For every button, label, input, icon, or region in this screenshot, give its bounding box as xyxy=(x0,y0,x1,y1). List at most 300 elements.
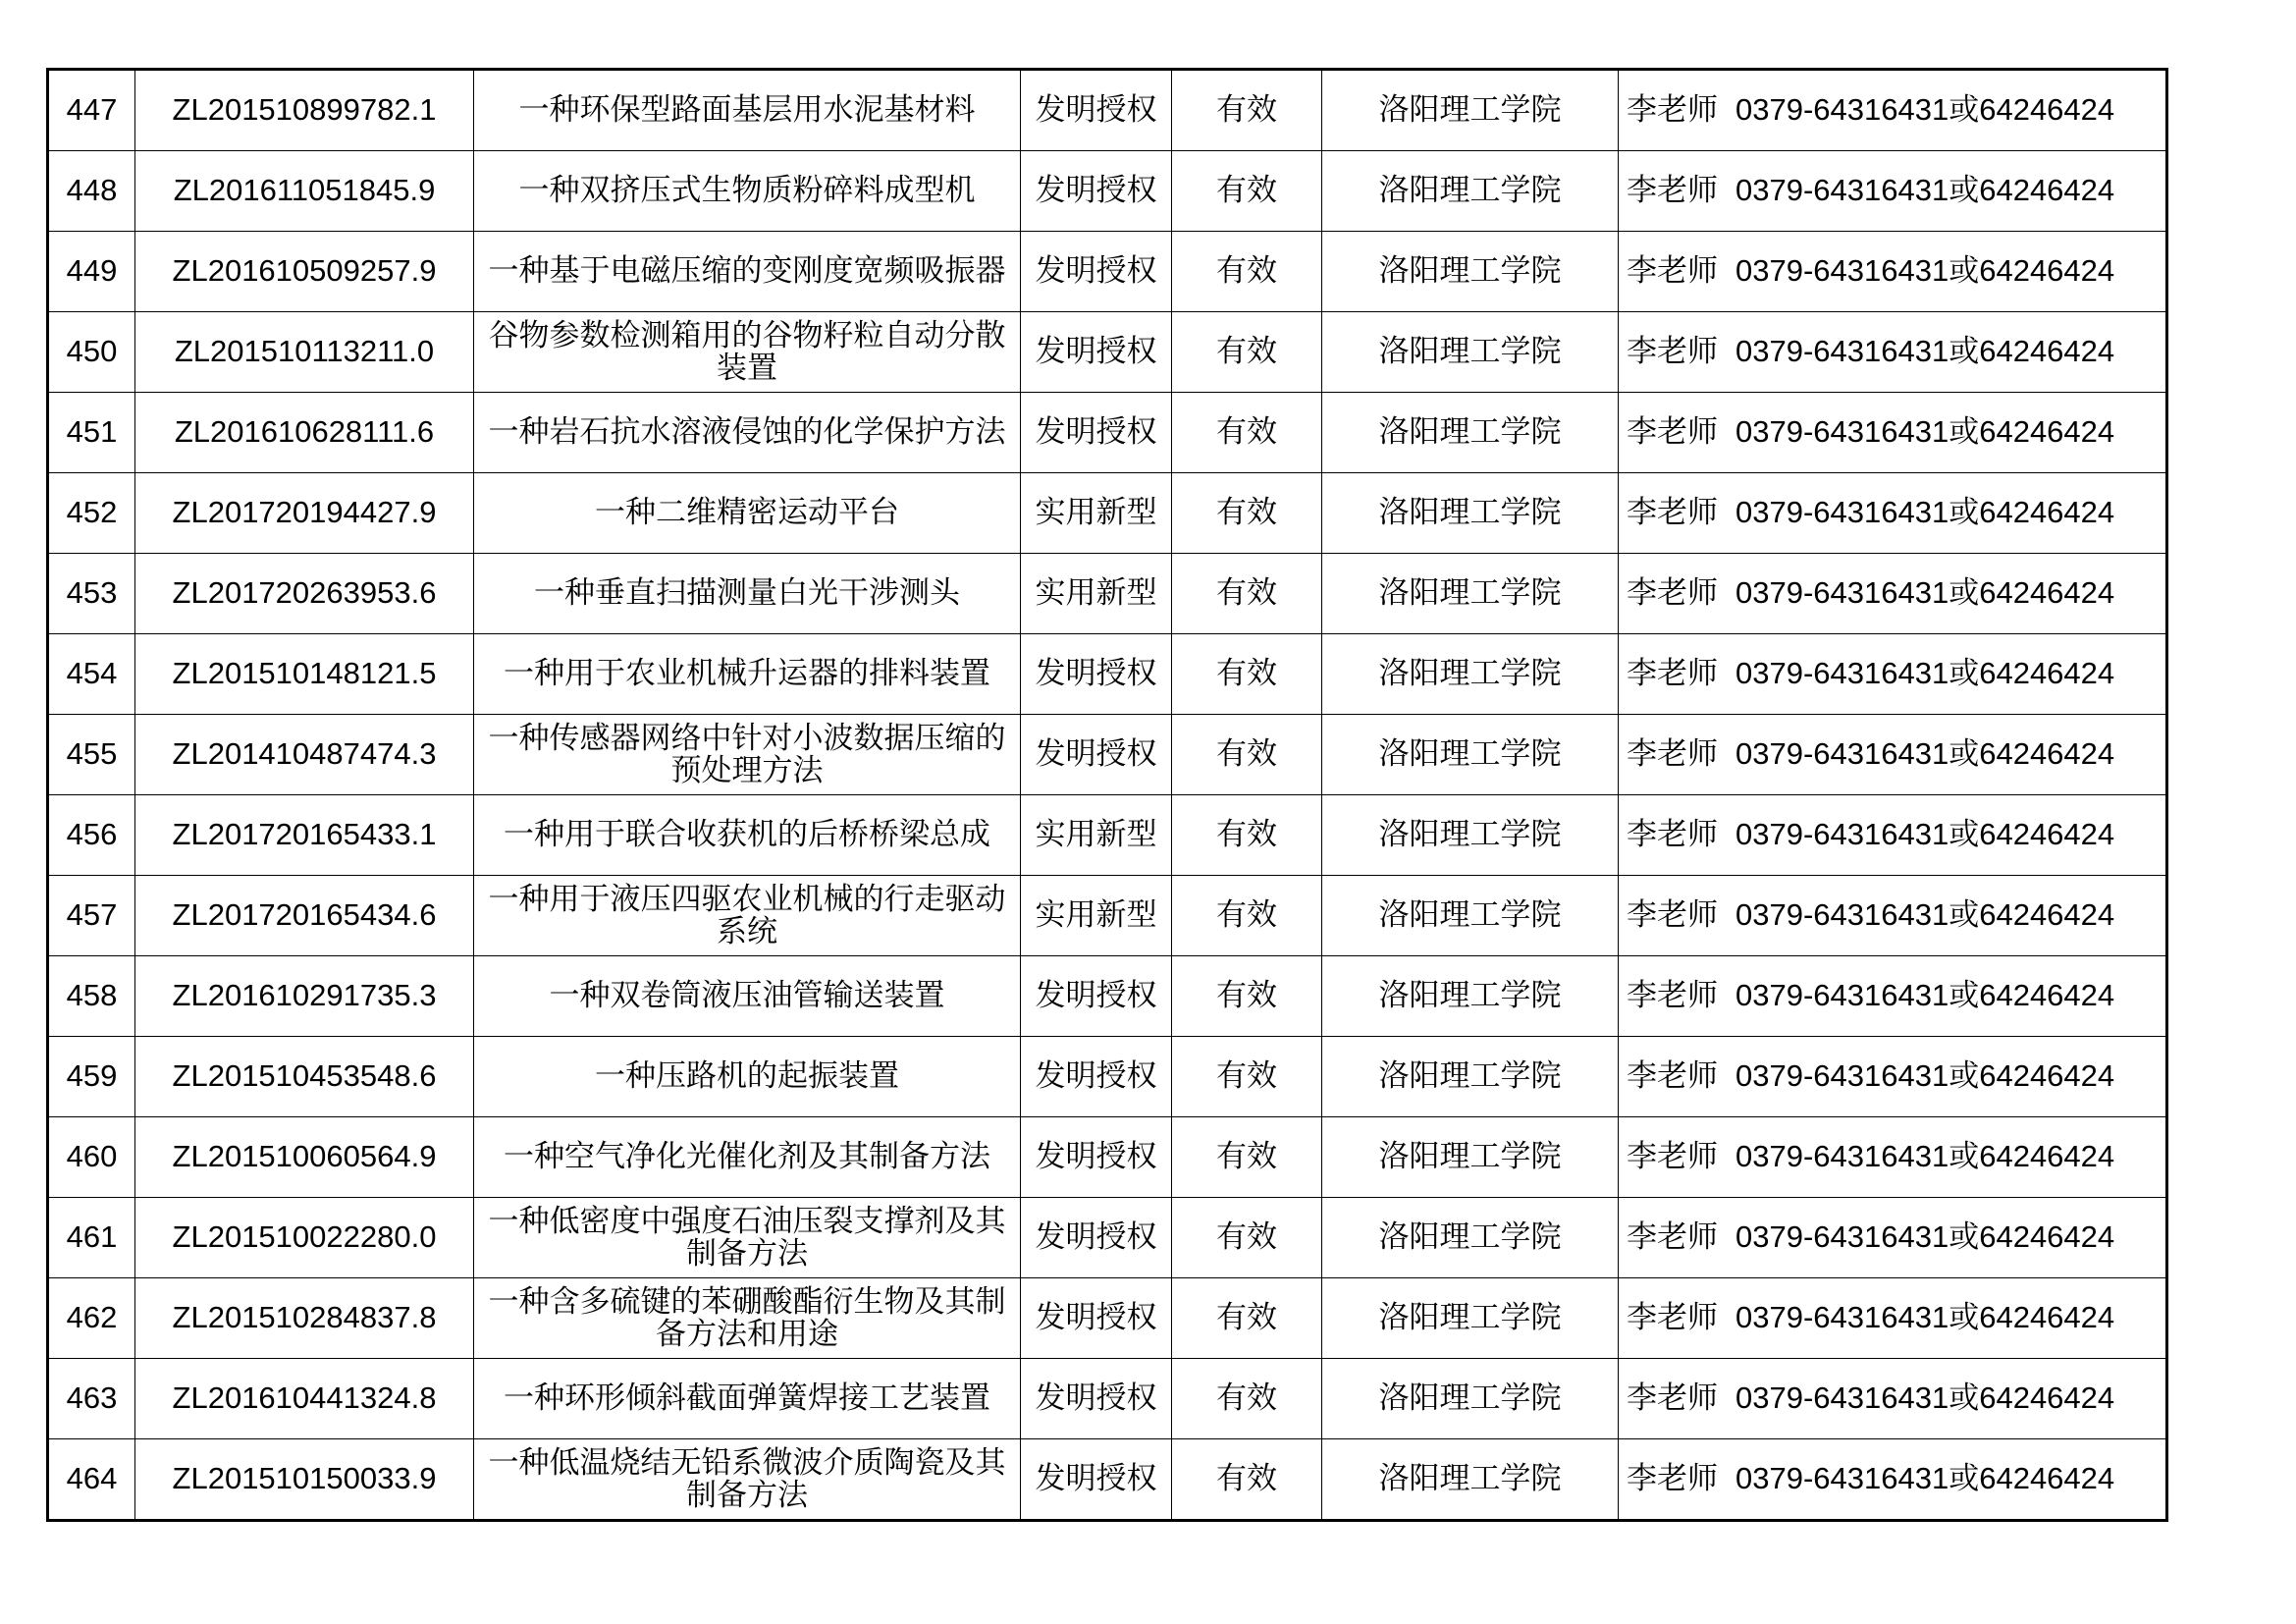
patent-owner: 洛阳理工学院 xyxy=(1378,1139,1562,1175)
patent-owner-cell xyxy=(1322,232,1619,312)
patent-name: 一种环保型路面基层用水泥基材料 xyxy=(518,92,976,129)
patent-type: 发明授权 xyxy=(1035,1300,1157,1336)
row-seq-cell xyxy=(48,1037,135,1117)
patent-name-cell xyxy=(474,715,1021,795)
table-row xyxy=(48,1439,2167,1521)
patent-type-cell xyxy=(1021,876,1172,956)
table-row xyxy=(48,70,2167,151)
patent-status-cell xyxy=(1172,1359,1322,1439)
table-row xyxy=(48,232,2167,312)
patent-number-cell xyxy=(135,473,474,554)
contact-phone-alt: 64246424 xyxy=(1979,1461,2115,1496)
patent-status-cell xyxy=(1172,1439,1322,1521)
contact-person: 李老师 xyxy=(1627,736,1718,773)
contact-phone-alt: 64246424 xyxy=(1979,736,2115,772)
row-seq: 455 xyxy=(66,736,118,772)
contact-phone: 0379-64316431 xyxy=(1735,92,1949,128)
contact-conjunction: 或 xyxy=(1949,1300,1980,1336)
patent-status-cell xyxy=(1172,70,1322,151)
patent-type: 发明授权 xyxy=(1035,656,1157,692)
row-seq: 464 xyxy=(66,1461,118,1496)
row-seq-cell xyxy=(48,393,135,473)
contact-person: 李老师 xyxy=(1627,1058,1718,1095)
row-seq: 457 xyxy=(66,897,118,933)
patent-status: 有效 xyxy=(1216,414,1277,451)
contact-conjunction: 或 xyxy=(1949,1058,1980,1095)
patent-status: 有效 xyxy=(1216,1139,1277,1175)
patent-name-cell xyxy=(474,232,1021,312)
contact-conjunction: 或 xyxy=(1949,1380,1980,1417)
contact-person: 李老师 xyxy=(1627,978,1718,1014)
patent-status-cell xyxy=(1172,1198,1322,1278)
patent-type: 实用新型 xyxy=(1035,495,1157,531)
patent-owner-cell xyxy=(1322,473,1619,554)
row-seq: 458 xyxy=(66,978,118,1013)
row-seq-cell xyxy=(48,795,135,876)
table-row xyxy=(48,876,2167,956)
patent-owner: 洛阳理工学院 xyxy=(1378,334,1562,370)
patent-name-cell xyxy=(474,473,1021,554)
patent-status-cell xyxy=(1172,1117,1322,1198)
patent-type: 发明授权 xyxy=(1035,736,1157,773)
contact-person: 李老师 xyxy=(1627,1380,1718,1417)
patent-owner: 洛阳理工学院 xyxy=(1378,575,1562,612)
patent-name: 一种传感器网络中针对小波数据压缩的预处理方法 xyxy=(488,720,1006,788)
patent-table xyxy=(46,68,2168,1522)
contact-conjunction: 或 xyxy=(1949,495,1980,531)
row-seq-cell xyxy=(48,473,135,554)
patent-owner: 洛阳理工学院 xyxy=(1378,978,1562,1014)
patent-status-cell xyxy=(1172,151,1322,232)
contact-cell xyxy=(1619,473,2167,554)
patent-owner: 洛阳理工学院 xyxy=(1378,817,1562,853)
table-row xyxy=(48,795,2167,876)
patent-status-cell xyxy=(1172,876,1322,956)
patent-name: 一种含多硫键的苯硼酸酯衍生物及其制备方法和用途 xyxy=(488,1283,1006,1352)
contact-phone: 0379-64316431 xyxy=(1735,1380,1949,1416)
patent-owner-cell xyxy=(1322,634,1619,715)
patent-owner-cell xyxy=(1322,393,1619,473)
patent-name: 一种垂直扫描测量白光干涉测头 xyxy=(534,575,960,612)
patent-owner-cell xyxy=(1322,70,1619,151)
contact-cell xyxy=(1619,1278,2167,1359)
row-seq-cell xyxy=(48,151,135,232)
patent-name-cell xyxy=(474,1278,1021,1359)
patent-status-cell xyxy=(1172,715,1322,795)
contact-conjunction: 或 xyxy=(1949,1219,1980,1256)
patent-name-cell xyxy=(474,1117,1021,1198)
table-row xyxy=(48,312,2167,393)
patent-type-cell xyxy=(1021,795,1172,876)
contact-person: 李老师 xyxy=(1627,575,1718,612)
patent-type: 发明授权 xyxy=(1035,1058,1157,1095)
contact-conjunction: 或 xyxy=(1949,656,1980,692)
contact-phone: 0379-64316431 xyxy=(1735,495,1949,530)
contact-phone: 0379-64316431 xyxy=(1735,334,1949,369)
patent-name: 一种双挤压式生物质粉碎料成型机 xyxy=(518,173,976,209)
contact-cell xyxy=(1619,1439,2167,1521)
patent-number: ZL201720165433.1 xyxy=(172,817,437,852)
patent-status: 有效 xyxy=(1216,1461,1277,1497)
contact-phone: 0379-64316431 xyxy=(1735,414,1949,450)
patent-number: ZL201510022280.0 xyxy=(172,1219,437,1255)
patent-name: 一种用于农业机械升运器的排料装置 xyxy=(504,656,990,692)
table-row xyxy=(48,473,2167,554)
contact-phone-alt: 64246424 xyxy=(1979,575,2115,611)
patent-status: 有效 xyxy=(1216,897,1277,934)
patent-number: ZL201510060564.9 xyxy=(172,1139,437,1174)
contact-phone-alt: 64246424 xyxy=(1979,92,2115,128)
patent-type-cell xyxy=(1021,1278,1172,1359)
table-row xyxy=(48,715,2167,795)
contact-phone-alt: 64246424 xyxy=(1979,897,2115,933)
patent-status-cell xyxy=(1172,232,1322,312)
patent-name: 一种用于联合收获机的后桥桥梁总成 xyxy=(504,817,990,853)
patent-type-cell xyxy=(1021,956,1172,1037)
patent-name-cell xyxy=(474,554,1021,634)
patent-owner-cell xyxy=(1322,1037,1619,1117)
contact-phone: 0379-64316431 xyxy=(1735,575,1949,611)
contact-person: 李老师 xyxy=(1627,334,1718,370)
patent-owner: 洛阳理工学院 xyxy=(1378,1461,1562,1497)
patent-type: 发明授权 xyxy=(1035,978,1157,1014)
patent-number-cell xyxy=(135,795,474,876)
patent-name-cell xyxy=(474,876,1021,956)
patent-owner: 洛阳理工学院 xyxy=(1378,736,1562,773)
contact-conjunction: 或 xyxy=(1949,817,1980,853)
table-row xyxy=(48,1198,2167,1278)
patent-type-cell xyxy=(1021,1037,1172,1117)
patent-type: 发明授权 xyxy=(1035,1139,1157,1175)
patent-name-cell xyxy=(474,151,1021,232)
row-seq-cell xyxy=(48,70,135,151)
patent-type-cell xyxy=(1021,554,1172,634)
patent-status: 有效 xyxy=(1216,575,1277,612)
row-seq-cell xyxy=(48,312,135,393)
row-seq: 451 xyxy=(66,414,118,450)
patent-status: 有效 xyxy=(1216,1300,1277,1336)
table-row xyxy=(48,1117,2167,1198)
patent-type-cell xyxy=(1021,70,1172,151)
patent-number: ZL201610291735.3 xyxy=(172,978,437,1013)
contact-phone-alt: 64246424 xyxy=(1979,414,2115,450)
patent-number-cell xyxy=(135,1439,474,1521)
patent-status: 有效 xyxy=(1216,253,1277,290)
contact-phone: 0379-64316431 xyxy=(1735,897,1949,933)
row-seq: 456 xyxy=(66,817,118,852)
patent-number-cell xyxy=(135,393,474,473)
contact-conjunction: 或 xyxy=(1949,414,1980,451)
contact-phone-alt: 64246424 xyxy=(1979,1139,2115,1174)
patent-name-cell xyxy=(474,70,1021,151)
patent-number: ZL201720165434.6 xyxy=(172,897,437,933)
patent-name-cell xyxy=(474,1359,1021,1439)
patent-type-cell xyxy=(1021,473,1172,554)
patent-name: 一种压路机的起振装置 xyxy=(595,1058,899,1095)
row-seq: 454 xyxy=(66,656,118,691)
patent-type-cell xyxy=(1021,1359,1172,1439)
patent-number-cell xyxy=(135,715,474,795)
contact-phone: 0379-64316431 xyxy=(1735,1300,1949,1335)
row-seq-cell xyxy=(48,1117,135,1198)
patent-number-cell xyxy=(135,232,474,312)
contact-phone-alt: 64246424 xyxy=(1979,1058,2115,1094)
table-row xyxy=(48,1037,2167,1117)
patent-status-cell xyxy=(1172,634,1322,715)
contact-conjunction: 或 xyxy=(1949,978,1980,1014)
patent-type: 实用新型 xyxy=(1035,897,1157,934)
contact-person: 李老师 xyxy=(1627,414,1718,451)
contact-cell xyxy=(1619,1359,2167,1439)
row-seq-cell xyxy=(48,956,135,1037)
contact-cell xyxy=(1619,554,2167,634)
patent-name-cell xyxy=(474,1198,1021,1278)
patent-owner: 洛阳理工学院 xyxy=(1378,1219,1562,1256)
patent-type-cell xyxy=(1021,1439,1172,1521)
patent-status: 有效 xyxy=(1216,978,1277,1014)
patent-type-cell xyxy=(1021,1198,1172,1278)
contact-cell xyxy=(1619,876,2167,956)
row-seq: 450 xyxy=(66,334,118,369)
patent-name-cell xyxy=(474,1037,1021,1117)
contact-person: 李老师 xyxy=(1627,656,1718,692)
contact-person: 李老师 xyxy=(1627,253,1718,290)
patent-number: ZL201610441324.8 xyxy=(172,1380,437,1416)
patent-status: 有效 xyxy=(1216,1219,1277,1256)
patent-number-cell xyxy=(135,312,474,393)
row-seq: 459 xyxy=(66,1058,118,1094)
contact-phone: 0379-64316431 xyxy=(1735,253,1949,289)
patent-owner: 洛阳理工学院 xyxy=(1378,495,1562,531)
patent-number: ZL201510148121.5 xyxy=(172,656,437,691)
contact-phone-alt: 64246424 xyxy=(1979,817,2115,852)
patent-owner-cell xyxy=(1322,876,1619,956)
row-seq: 453 xyxy=(66,575,118,611)
patent-owner-cell xyxy=(1322,956,1619,1037)
patent-type: 发明授权 xyxy=(1035,173,1157,209)
row-seq-cell xyxy=(48,634,135,715)
patent-owner-cell xyxy=(1322,1278,1619,1359)
table-row xyxy=(48,956,2167,1037)
contact-phone: 0379-64316431 xyxy=(1735,656,1949,691)
row-seq: 461 xyxy=(66,1219,118,1255)
patent-number-cell xyxy=(135,1037,474,1117)
patent-status: 有效 xyxy=(1216,495,1277,531)
contact-cell xyxy=(1619,151,2167,232)
patent-number: ZL201610628111.6 xyxy=(174,414,435,450)
patent-type-cell xyxy=(1021,634,1172,715)
patent-owner: 洛阳理工学院 xyxy=(1378,173,1562,209)
patent-status-cell xyxy=(1172,956,1322,1037)
contact-phone-alt: 64246424 xyxy=(1979,253,2115,289)
patent-owner: 洛阳理工学院 xyxy=(1378,897,1562,934)
patent-type-cell xyxy=(1021,1117,1172,1198)
table-row xyxy=(48,554,2167,634)
patent-status-cell xyxy=(1172,473,1322,554)
contact-person: 李老师 xyxy=(1627,1461,1718,1497)
contact-phone-alt: 64246424 xyxy=(1979,1300,2115,1335)
patent-number: ZL201720194427.9 xyxy=(172,495,437,530)
patent-number-cell xyxy=(135,1198,474,1278)
patent-type: 发明授权 xyxy=(1035,334,1157,370)
contact-cell xyxy=(1619,634,2167,715)
patent-type-cell xyxy=(1021,393,1172,473)
patent-name-cell xyxy=(474,956,1021,1037)
patent-status: 有效 xyxy=(1216,817,1277,853)
row-seq: 448 xyxy=(66,173,118,208)
contact-cell xyxy=(1619,70,2167,151)
patent-type: 发明授权 xyxy=(1035,92,1157,129)
patent-owner: 洛阳理工学院 xyxy=(1378,92,1562,129)
row-seq: 463 xyxy=(66,1380,118,1416)
patent-owner: 洛阳理工学院 xyxy=(1378,1058,1562,1095)
patent-number: ZL201510284837.8 xyxy=(172,1300,437,1335)
contact-person: 李老师 xyxy=(1627,92,1718,129)
contact-phone: 0379-64316431 xyxy=(1735,1139,1949,1174)
contact-cell xyxy=(1619,1037,2167,1117)
contact-person: 李老师 xyxy=(1627,897,1718,934)
contact-person: 李老师 xyxy=(1627,1300,1718,1336)
table-row xyxy=(48,393,2167,473)
row-seq-cell xyxy=(48,1198,135,1278)
patent-number: ZL201510453548.6 xyxy=(172,1058,437,1094)
row-seq-cell xyxy=(48,554,135,634)
contact-conjunction: 或 xyxy=(1949,575,1980,612)
patent-status: 有效 xyxy=(1216,173,1277,209)
patent-name-cell xyxy=(474,312,1021,393)
patent-type-cell xyxy=(1021,312,1172,393)
table-row xyxy=(48,1278,2167,1359)
patent-status: 有效 xyxy=(1216,736,1277,773)
patent-name: 一种基于电磁压缩的变刚度宽频吸振器 xyxy=(488,253,1006,290)
patent-owner: 洛阳理工学院 xyxy=(1378,1380,1562,1417)
patent-name-cell xyxy=(474,795,1021,876)
row-seq-cell xyxy=(48,1359,135,1439)
patent-status: 有效 xyxy=(1216,92,1277,129)
row-seq-cell xyxy=(48,1439,135,1521)
patent-status: 有效 xyxy=(1216,1058,1277,1095)
patent-type: 发明授权 xyxy=(1035,1380,1157,1417)
patent-status: 有效 xyxy=(1216,656,1277,692)
patent-number: ZL201410487474.3 xyxy=(172,736,437,772)
patent-owner: 洛阳理工学院 xyxy=(1378,414,1562,451)
patent-number: ZL201510113211.0 xyxy=(174,334,435,369)
contact-phone: 0379-64316431 xyxy=(1735,1219,1949,1255)
row-seq: 452 xyxy=(66,495,118,530)
contact-cell xyxy=(1619,795,2167,876)
patent-number-cell xyxy=(135,554,474,634)
patent-status-cell xyxy=(1172,312,1322,393)
contact-phone: 0379-64316431 xyxy=(1735,817,1949,852)
contact-person: 李老师 xyxy=(1627,173,1718,209)
patent-name-cell xyxy=(474,634,1021,715)
patent-status-cell xyxy=(1172,1278,1322,1359)
patent-name-cell xyxy=(474,393,1021,473)
contact-cell xyxy=(1619,312,2167,393)
patent-number-cell xyxy=(135,70,474,151)
patent-owner-cell xyxy=(1322,715,1619,795)
contact-person: 李老师 xyxy=(1627,1139,1718,1175)
patent-status: 有效 xyxy=(1216,334,1277,370)
contact-conjunction: 或 xyxy=(1949,173,1980,209)
table-row xyxy=(48,151,2167,232)
contact-phone: 0379-64316431 xyxy=(1735,1461,1949,1496)
patent-name: 一种二维精密运动平台 xyxy=(595,495,899,531)
row-seq: 462 xyxy=(66,1300,118,1335)
patent-type-cell xyxy=(1021,232,1172,312)
patent-status-cell xyxy=(1172,795,1322,876)
patent-number-cell xyxy=(135,876,474,956)
patent-owner-cell xyxy=(1322,795,1619,876)
patent-number: ZL201720263953.6 xyxy=(172,575,437,611)
patent-type: 发明授权 xyxy=(1035,414,1157,451)
contact-cell xyxy=(1619,1117,2167,1198)
patent-number: ZL201510899782.1 xyxy=(172,92,437,128)
contact-phone-alt: 64246424 xyxy=(1979,1219,2115,1255)
patent-type: 实用新型 xyxy=(1035,817,1157,853)
contact-cell xyxy=(1619,393,2167,473)
contact-phone-alt: 64246424 xyxy=(1979,495,2115,530)
patent-type: 发明授权 xyxy=(1035,253,1157,290)
patent-number-cell xyxy=(135,956,474,1037)
row-seq-cell xyxy=(48,232,135,312)
contact-phone: 0379-64316431 xyxy=(1735,1058,1949,1094)
patent-name: 一种空气净化光催化剂及其制备方法 xyxy=(504,1139,990,1175)
patent-owner-cell xyxy=(1322,1198,1619,1278)
patent-status-cell xyxy=(1172,393,1322,473)
patent-number-cell xyxy=(135,634,474,715)
patent-number-cell xyxy=(135,1278,474,1359)
patent-owner-cell xyxy=(1322,1359,1619,1439)
table-row xyxy=(48,1359,2167,1439)
contact-cell xyxy=(1619,1198,2167,1278)
patent-number-cell xyxy=(135,151,474,232)
patent-number-cell xyxy=(135,1117,474,1198)
patent-owner-cell xyxy=(1322,312,1619,393)
contact-phone: 0379-64316431 xyxy=(1735,173,1949,208)
contact-cell xyxy=(1619,232,2167,312)
patent-owner: 洛阳理工学院 xyxy=(1378,656,1562,692)
patent-name: 一种低温烧结无铅系微波介质陶瓷及其制备方法 xyxy=(488,1444,1006,1513)
contact-person: 李老师 xyxy=(1627,495,1718,531)
row-seq-cell xyxy=(48,876,135,956)
contact-phone: 0379-64316431 xyxy=(1735,736,1949,772)
row-seq-cell xyxy=(48,1278,135,1359)
patent-owner: 洛阳理工学院 xyxy=(1378,1300,1562,1336)
patent-status-cell xyxy=(1172,1037,1322,1117)
patent-name: 一种用于液压四驱农业机械的行走驱动系统 xyxy=(488,881,1006,949)
patent-status: 有效 xyxy=(1216,1380,1277,1417)
contact-conjunction: 或 xyxy=(1949,334,1980,370)
contact-phone-alt: 64246424 xyxy=(1979,1380,2115,1416)
patent-type: 发明授权 xyxy=(1035,1219,1157,1256)
contact-cell xyxy=(1619,715,2167,795)
patent-owner: 洛阳理工学院 xyxy=(1378,253,1562,290)
patent-type: 实用新型 xyxy=(1035,575,1157,612)
contact-phone: 0379-64316431 xyxy=(1735,978,1949,1013)
patent-owner-cell xyxy=(1322,1439,1619,1521)
contact-conjunction: 或 xyxy=(1949,1139,1980,1175)
contact-phone-alt: 64246424 xyxy=(1979,978,2115,1013)
patent-number: ZL201510150033.9 xyxy=(172,1461,437,1496)
row-seq: 449 xyxy=(66,253,118,289)
patent-name: 一种岩石抗水溶液侵蚀的化学保护方法 xyxy=(488,414,1006,451)
patent-type-cell xyxy=(1021,151,1172,232)
contact-person: 李老师 xyxy=(1627,817,1718,853)
contact-phone-alt: 64246424 xyxy=(1979,656,2115,691)
patent-number-cell xyxy=(135,1359,474,1439)
patent-name: 一种环形倾斜截面弹簧焊接工艺装置 xyxy=(504,1380,990,1417)
